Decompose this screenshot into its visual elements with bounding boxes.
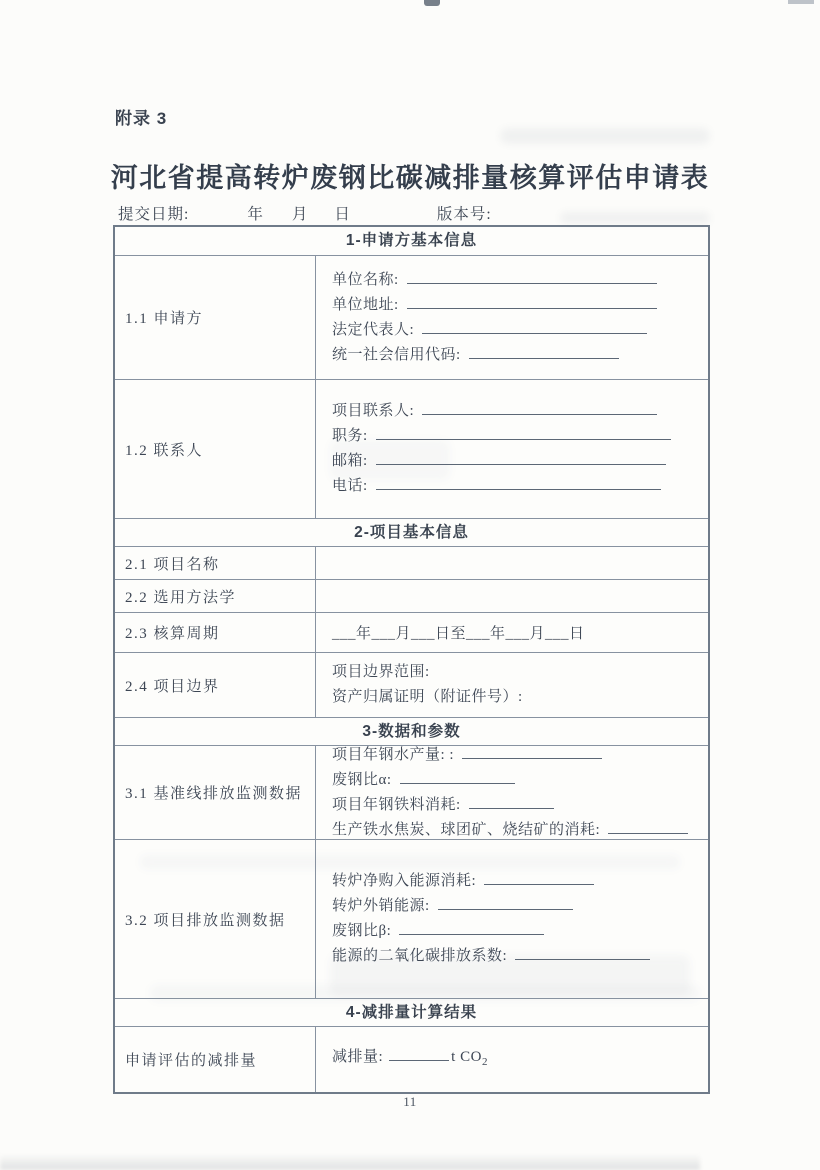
row-accounting-period-label: 2.3 核算周期	[125, 626, 220, 642]
blank-line	[399, 920, 544, 935]
blank-line	[484, 870, 594, 885]
field-iron-steel-consumption-label: 项目年钢铁料消耗:	[332, 796, 461, 813]
field-unit-address	[332, 293, 708, 318]
field-unit-name	[332, 268, 708, 293]
row-applicant	[115, 255, 708, 379]
field-credit-code	[332, 343, 708, 368]
blank-line	[407, 269, 657, 284]
field-scrap-ratio-beta-label: 废钢比β:	[332, 923, 392, 939]
blank-line	[389, 1046, 449, 1061]
field-phone	[332, 474, 708, 499]
row-accounting-period-value: ___年___月___日至___年___月___日	[315, 613, 708, 652]
field-steel-output-label: 项目年钢水产量: :	[332, 746, 455, 763]
field-project-contact-label: 项目联系人:	[332, 403, 415, 419]
bleed-through-smudge	[500, 128, 710, 144]
row-project-emission-monitoring-fields	[315, 840, 708, 998]
boundary-scope-line: 项目边界范围:	[332, 664, 430, 680]
field-scrap-ratio-alpha-label: 废钢比α:	[332, 771, 392, 788]
row-contact-fields	[315, 380, 708, 518]
field-reduction-amount-label: 减排量:	[332, 1048, 384, 1065]
date-year-label: 年	[247, 206, 264, 223]
row-project-boundary-value	[315, 653, 708, 717]
field-coke-pellet-sinter-consumption	[332, 818, 708, 843]
blank-line	[469, 794, 554, 809]
row-baseline-monitoring-fields	[315, 746, 708, 839]
field-scrap-ratio-alpha	[332, 768, 708, 793]
field-project-contact	[332, 399, 708, 424]
submit-date-line	[118, 202, 718, 224]
submit-date-label: 提交日期:	[118, 206, 190, 223]
page-title: 河北省提高转炉废钢比碳减排量核算评估申请表	[110, 163, 710, 193]
row-assessed-reduction	[115, 1026, 708, 1092]
scan-artifact	[788, 0, 814, 4]
blank-line	[400, 769, 515, 784]
field-credit-code-label: 统一社会信用代码:	[332, 346, 461, 363]
row-contact-label: 1.2 联系人	[125, 442, 204, 459]
scan-artifact	[424, 0, 440, 6]
section-header-project-info: 2-项目基本信息	[115, 518, 708, 546]
field-position-label: 职务:	[332, 428, 368, 444]
row-baseline-monitoring	[115, 745, 708, 839]
field-legal-representative	[332, 318, 708, 343]
field-exported-energy-label: 转炉外销能源:	[332, 898, 430, 914]
section-header-applicant-info: 1-申请方基本信息	[345, 232, 478, 249]
row-assessed-reduction-value	[315, 1027, 708, 1092]
row-methodology	[115, 579, 708, 612]
row-project-name-label: 2.1 项目名称	[125, 556, 220, 573]
application-table	[113, 225, 710, 1094]
row-project-name	[115, 546, 708, 579]
row-project-boundary-label: 2.4 项目边界	[125, 678, 220, 695]
blank-line	[422, 400, 657, 415]
blank-line	[462, 744, 602, 759]
appendix-label: 附录 3	[115, 109, 168, 128]
row-methodology-value	[315, 580, 708, 612]
page-number: 11	[403, 1094, 417, 1109]
field-email	[332, 449, 708, 474]
field-position	[332, 424, 708, 449]
field-unit-address-label: 单位地址:	[332, 296, 399, 313]
field-steel-output	[332, 743, 708, 768]
unit-tco2: t CO	[451, 1048, 482, 1065]
row-project-name-value	[315, 547, 708, 579]
scan-shadow	[0, 1154, 700, 1170]
field-purchased-energy-label: 转炉净购入能源消耗:	[332, 873, 477, 889]
row-baseline-monitoring-label: 3.1 基准线排放监测数据	[125, 786, 303, 802]
row-accounting-period	[115, 612, 708, 652]
field-purchased-energy	[332, 869, 708, 894]
row-project-emission-monitoring	[115, 839, 708, 998]
field-unit-name-label: 单位名称:	[332, 271, 399, 288]
blank-line	[376, 450, 666, 465]
field-co2-emission-factor	[332, 944, 708, 969]
blank-line	[422, 319, 647, 334]
blank-line	[608, 819, 688, 834]
row-assessed-reduction-label: 申请评估的减排量	[125, 1053, 258, 1069]
field-phone-label: 电话:	[332, 478, 368, 494]
row-contact	[115, 379, 708, 518]
date-day-label: 日	[334, 206, 351, 223]
row-project-emission-monitoring-label: 3.2 项目排放监测数据	[125, 912, 286, 929]
date-month-label: 月	[291, 206, 309, 223]
field-coke-pellet-sinter-consumption-label: 生产铁水焦炭、球团矿、烧结矿的消耗:	[332, 821, 601, 838]
blank-line	[376, 475, 661, 490]
blank-line	[376, 425, 671, 440]
version-label: 版本号:	[436, 206, 492, 223]
field-email-label: 邮箱:	[332, 453, 368, 469]
field-iron-steel-consumption	[332, 793, 708, 818]
row-applicant-label: 1.1 申请方	[125, 311, 204, 327]
asset-ownership-line: 资产归属证明（附证件号）:	[332, 689, 523, 705]
field-co2-emission-factor-label: 能源的二氧化碳排放系数:	[332, 948, 508, 964]
blank-line	[438, 895, 573, 910]
blank-line	[515, 945, 650, 960]
field-exported-energy	[332, 894, 708, 919]
field-reduction-amount	[332, 1045, 708, 1075]
row-applicant-fields	[315, 256, 708, 379]
field-legal-representative-label: 法定代表人:	[332, 321, 415, 338]
row-project-boundary	[115, 652, 708, 717]
section-header-data-parameters: 3-数据和参数	[115, 717, 708, 745]
blank-line	[407, 294, 657, 309]
section-header-reduction-result: 4-减排量计算结果	[115, 998, 708, 1026]
unit-tco2-subscript: 2	[481, 1055, 488, 1068]
blank-line	[469, 344, 619, 359]
field-scrap-ratio-beta	[332, 919, 708, 944]
row-methodology-label: 2.2 选用方法学	[125, 589, 237, 606]
